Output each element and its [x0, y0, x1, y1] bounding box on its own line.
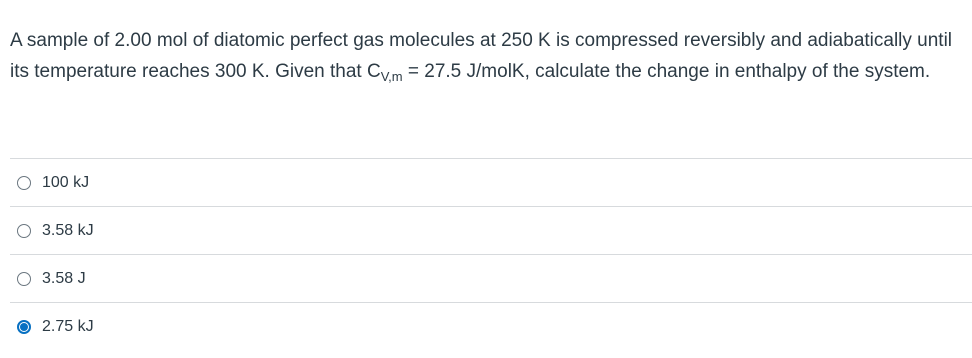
answer-label: 100 kJ: [42, 173, 90, 191]
answer-option-3[interactable]: [10, 255, 972, 303]
question-text: [10, 25, 960, 87]
answer-list: [10, 158, 972, 350]
radio-button-1[interactable]: [17, 176, 31, 190]
answer-label: 3.58 J: [42, 269, 86, 287]
answer-label: 3.58 kJ: [42, 221, 94, 239]
question-text-main: A sample of 2.00 mol of diatomic perfect gas molecules at 250 K is compressed reversibly and adiabatically until its temperature reaches 300 K. Given that C: [10, 30, 953, 82]
answer-option-1[interactable]: [10, 159, 972, 207]
answer-option-2[interactable]: [10, 207, 972, 255]
radio-button-3[interactable]: [17, 272, 31, 286]
radio-dot-icon: [20, 323, 28, 331]
answer-label: 2.75 kJ: [42, 317, 94, 335]
question-subscript: V,m: [380, 69, 403, 84]
question-text-end: = 27.5 J/molK, calculate the change in enthalpy of the system.: [402, 61, 931, 82]
radio-button-2[interactable]: [17, 224, 31, 238]
radio-button-4[interactable]: [17, 320, 31, 334]
answer-option-4[interactable]: [10, 303, 972, 350]
